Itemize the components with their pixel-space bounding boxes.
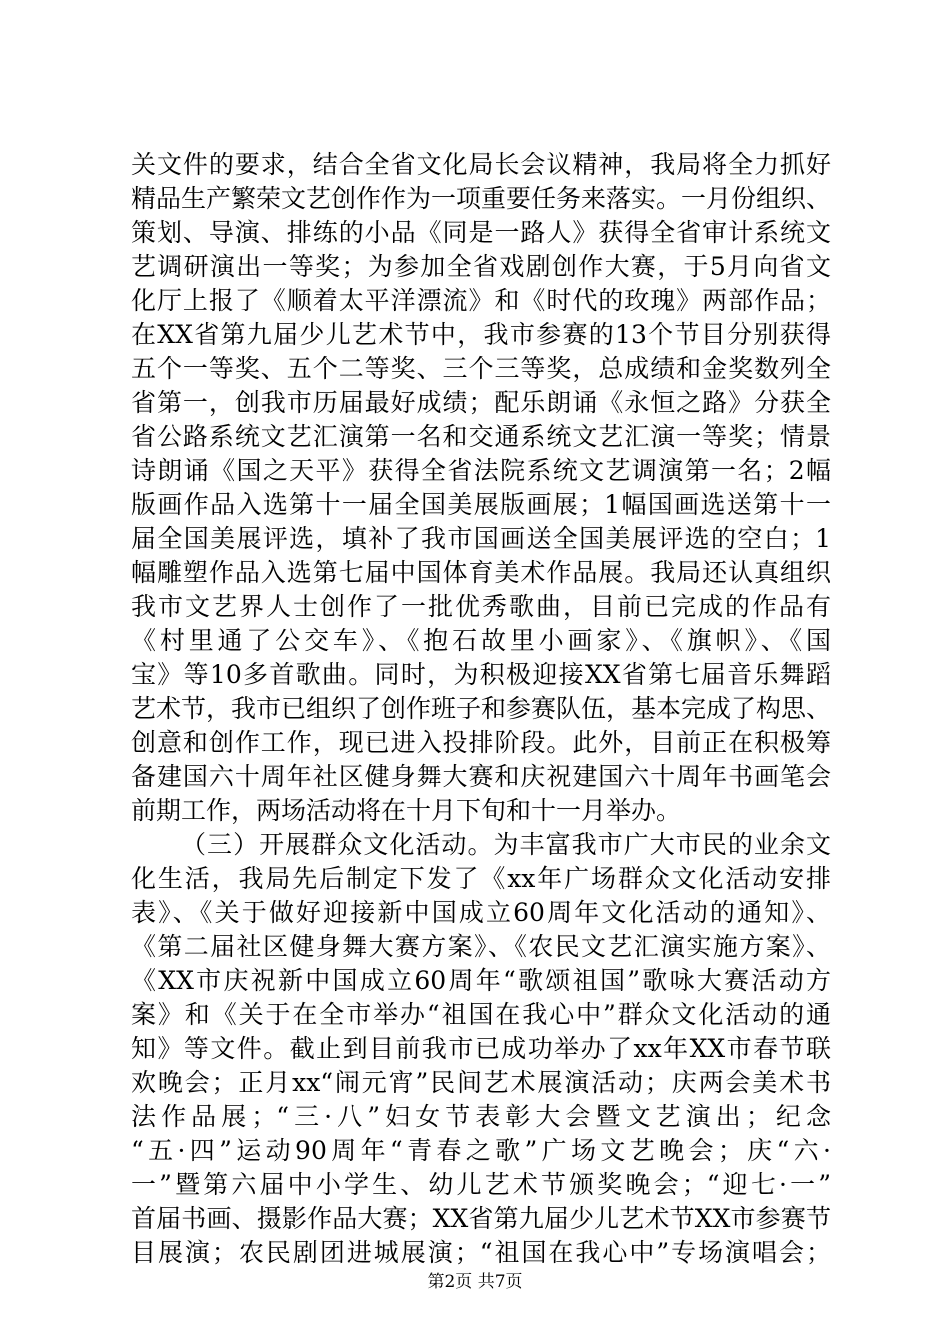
text-line: 五个一等奖、五个二等奖、三个三等奖，总成绩和金奖数列全	[131, 354, 831, 383]
paragraph-last-line: 前期工作，两场活动将在十月下旬和十一月举办。	[131, 796, 682, 825]
text-line: 一”暨第六届中小学生、幼儿艺术节颁奖晚会；“迎七·一”	[131, 1170, 831, 1199]
text-line: 策划、导演、排练的小品《同是一路人》获得全省审计系统文	[131, 218, 831, 247]
text-line: 精品生产繁荣文艺创作作为一项重要任务来落实。一月份组织、	[131, 184, 832, 213]
text-line: 化厅上报了《顺着太平洋漂流》和《时代的玫瑰》两部作品；	[131, 286, 831, 315]
text-line: 省第一，创我市历届最好成绩；配乐朗诵《永恒之路》分获全	[131, 388, 831, 417]
text-line: 省公路系统文艺汇演第一名和交通系统文艺汇演一等奖；情景	[131, 422, 831, 451]
text-line: 化生活，我局先后制定下发了《xx年广场群众文化活动安排	[131, 864, 831, 893]
text-line: 《村里通了公交车》、《抱石故里小画家》、《旗帜》、《国	[131, 626, 831, 655]
text-line: 届全国美展评选，填补了我市国画送全国美展评选的空白；1	[131, 524, 831, 553]
text-line: 诗朗诵《国之天平》获得全省法院系统文艺调演第一名；2幅	[131, 456, 831, 485]
text-line: 《第二届社区健身舞大赛方案》、《农民文艺汇演实施方案》、	[131, 932, 831, 961]
text-line: 表》、《关于做好迎接新中国成立60周年文化活动的通知》、	[131, 898, 831, 927]
text-line: 艺术节，我市已组织了创作班子和参赛队伍，基本完成了构思、	[131, 694, 832, 723]
text-line: 《XX市庆祝新中国成立60周年“歌颂祖国”歌咏大赛活动方	[131, 966, 831, 995]
text-line: 欢晚会；正月xx“闹元宵”民间艺术展演活动；庆两会美术书	[131, 1068, 831, 1097]
text-line: “五·四”运动90周年“青春之歌”广场文艺晚会；庆“六·	[131, 1136, 831, 1165]
text-line: 幅雕塑作品入选第七届中国体育美术作品展。我局还认真组织	[131, 558, 831, 587]
text-line: 创意和创作工作，现已进入投排阶段。此外，目前正在积极筹	[131, 728, 831, 757]
text-line: 首届书画、摄影作品大赛；XX省第九届少儿艺术节XX市参赛节	[131, 1204, 831, 1233]
text-line: 目展演；农民剧团进城展演；“祖国在我心中”专场演唱会；	[131, 1238, 831, 1267]
text-line: 在XX省第九届少儿艺术节中，我市参赛的13个节目分别获得	[131, 320, 831, 349]
text-line: 版画作品入选第十一届全国美展版画展；1幅国画选送第十一	[131, 490, 831, 519]
document-body	[131, 148, 831, 1270]
text-line: 知》等文件。截止到目前我市已成功举办了xx年XX市春节联	[131, 1034, 831, 1063]
page-number: 第2页 共7页	[427, 1272, 523, 1292]
text-line: 案》和《关于在全市举办“祖国在我心中”群众文化活动的通	[131, 1000, 831, 1029]
text-line: 我市文艺界人士创作了一批优秀歌曲，目前已完成的作品有	[131, 592, 831, 621]
text-line: 备建国六十周年社区健身舞大赛和庆祝建国六十周年书画笔会	[131, 762, 831, 791]
text-line: 法作品展；“三·八”妇女节表彰大会暨文艺演出；纪念	[131, 1102, 831, 1131]
text-line: 关文件的要求，结合全省文化局长会议精神，我局将全力抓好	[131, 150, 831, 179]
text-line: 宝》等10多首歌曲。同时，为积极迎接XX省第七届音乐舞蹈	[131, 660, 831, 689]
section-heading-line: （三）开展群众文化活动。为丰富我市广大市民的业余文	[181, 830, 831, 859]
text-line: 艺调研演出一等奖；为参加全省戏剧创作大赛，于5月向省文	[131, 252, 831, 281]
